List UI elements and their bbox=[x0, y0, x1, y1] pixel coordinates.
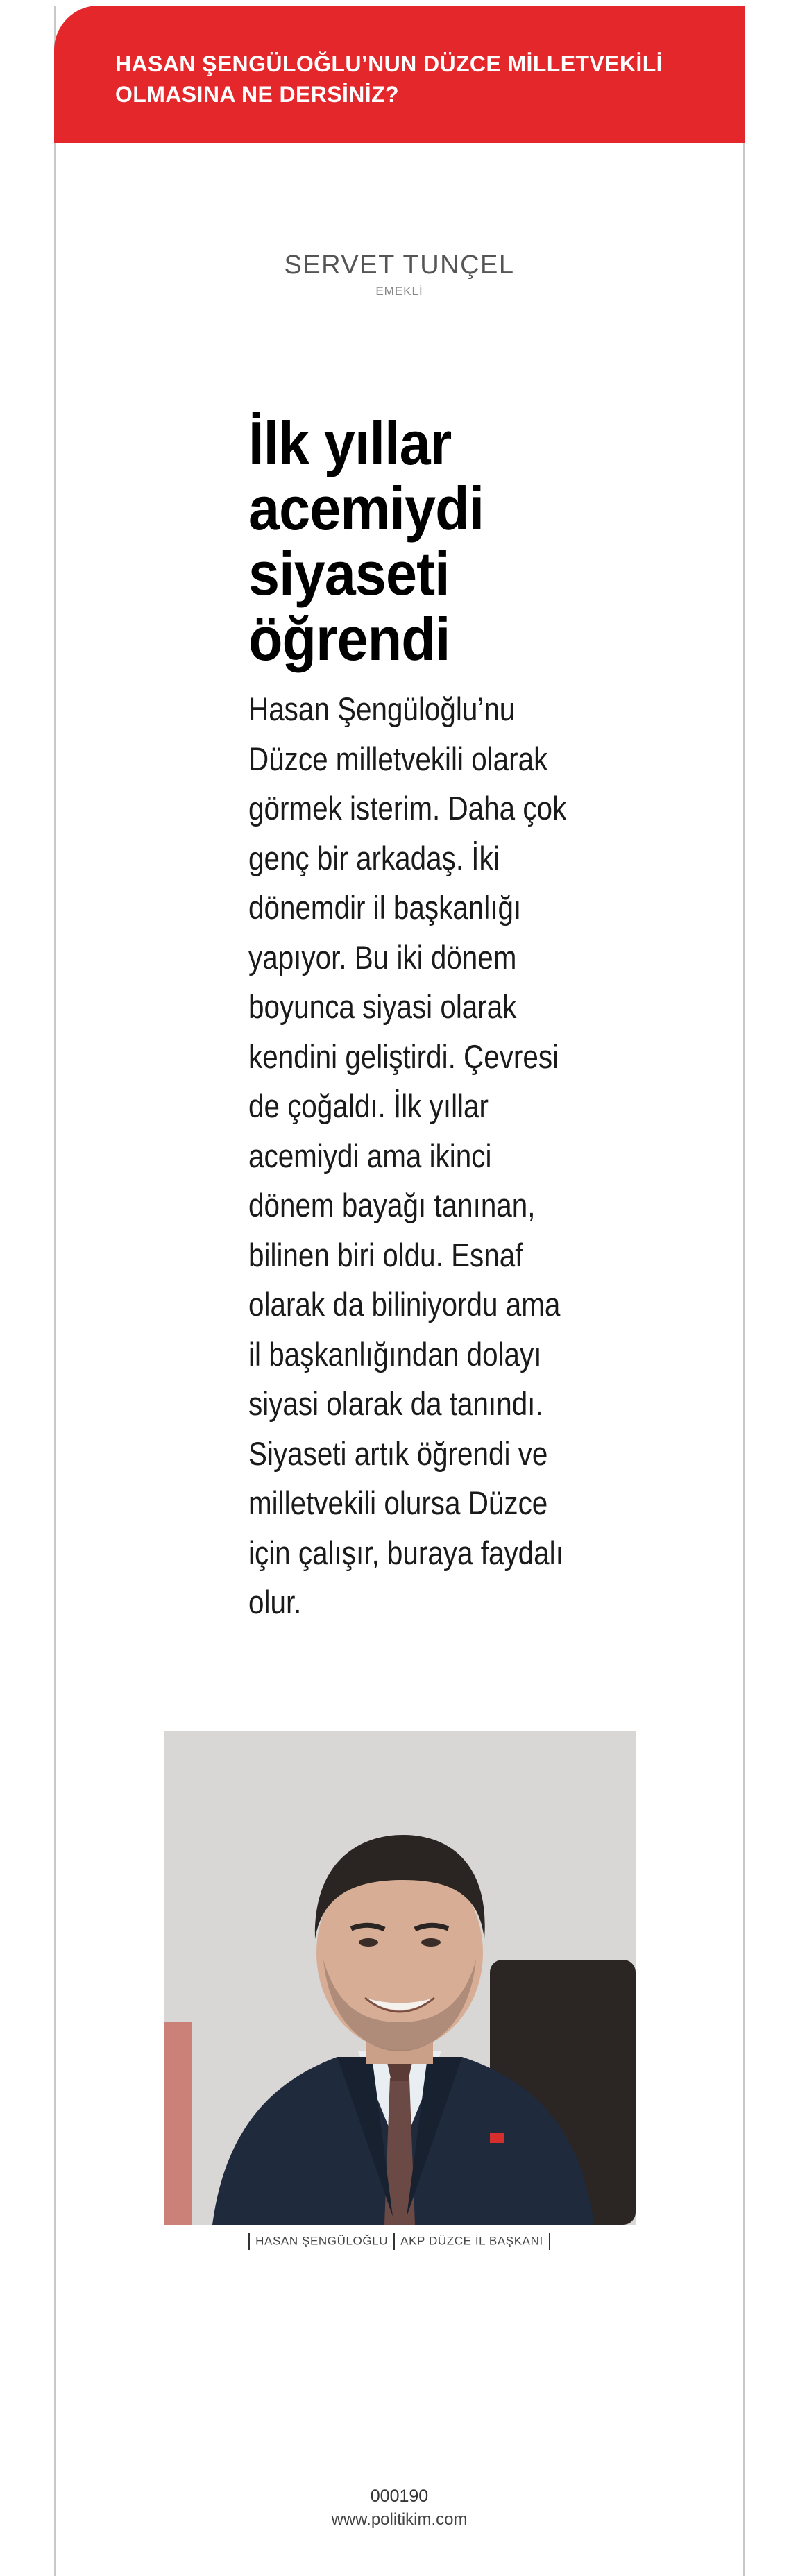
photo-caption bbox=[54, 2233, 745, 2250]
caption-title: AKP DÜZCE İL BAŞKANI bbox=[400, 2234, 543, 2248]
author-name: SERVET TUNÇEL bbox=[284, 251, 515, 280]
caption-divider bbox=[393, 2233, 395, 2250]
author-block bbox=[54, 250, 745, 298]
page-number: 000190 bbox=[370, 2486, 429, 2506]
portrait-photo bbox=[164, 1731, 636, 2225]
header-banner bbox=[54, 6, 745, 143]
footer bbox=[54, 2484, 745, 2532]
header-title: HASAN ŞENGÜLOĞLU’NUN DÜZCE MİLLETVEKİLİ OLMASINA NE DERSİNİZ? bbox=[115, 51, 663, 107]
author-role: EMEKLİ bbox=[375, 285, 423, 298]
portrait-illustration bbox=[164, 1731, 636, 2225]
caption-name: HASAN ŞENGÜLOĞLU bbox=[255, 2234, 389, 2248]
caption-divider bbox=[549, 2233, 550, 2250]
article-headline: İlk yıllar acemiydi siyaseti öğrendi bbox=[248, 409, 484, 673]
site-url[interactable]: www.politikim.com bbox=[331, 2510, 468, 2529]
article-body: Hasan Şengüloğlu’nu Düzce milletvekili olarak görmek isterim. Daha çok genç bir arkadaş. İki dönemdir il başkanlığı yapıyor. Bu iki dönem boyunca siyasi olarak kendini geliştirdi. Çevresi de çoğaldı. İlk yıllar acemiydi ama ikinci dönem bayağı tanınan, bilinen biri oldu. Esnaf olarak da biliniyordu ama il başkanlığından dolayı siyasi olarak da tanındı. Siyaseti artık öğrendi ve milletvekili olursa Düzce için çalışır, buraya faydalı olur. bbox=[248, 690, 567, 1620]
article bbox=[248, 411, 575, 1627]
caption-divider bbox=[248, 2233, 250, 2250]
